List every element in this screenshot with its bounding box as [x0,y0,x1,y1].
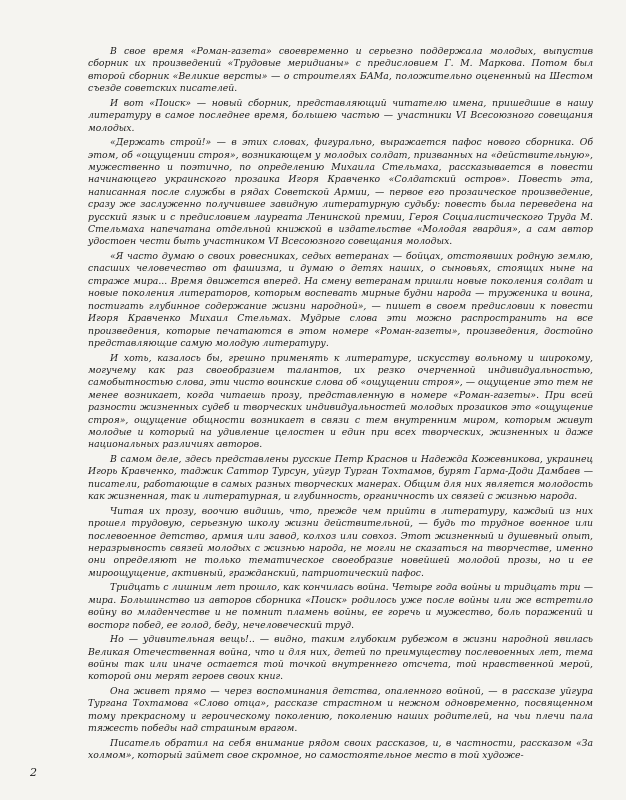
paragraph-3: «Держать строй!» — в этих словах, фигурально, выражается пафос нового сборника. Об этом, об «ощущении строя», возникающем у молодых солдат, призванных на «действительную», мужественно и поэтично, по определению Михаила Стельмаха, рассказывается в повести начинающего украинского прозаика Игоря Кравченко «Солдатский остров». Повесть эта, написанная после службы в рядах Советской Армии, — первое его прозаическое произведение, сразу же заслуженно получившее завидную литературную судьбу: повесть была переведена на русский язык и с предисловием лауреата Ленинской премии, Героя Социалистического Труда М. Стельмаха напечатана отдельной книжкой в издательстве «Молодая гвардия», а сам автор удостоен чести быть участником VI Всесоюзного совещания молодых. [88,137,593,248]
paragraph-7: Читая их прозу, воочию видишь, что, прежде чем прийти в литературу, каждый из них прошел трудовую, серьезную школу жизни действительной, — будь то трудное военное или послевоенное детство, армия или завод, колхоз или совхоз. Этот жизненный и душевный опыт, неразрывность связей молодых с жизнью народа, не могли не сказаться на творчестве, именно они определяют не только тематическое своеобразие новейшей молодой прозы, но и ее мироощущение, активный, гражданский, патриотический пафос. [88,505,593,579]
paragraph-1: В свое время «Роман-газета» своевременно и серьезно поддержала молодых, выпустив сборник их произведений «Трудовые меридианы» с предисловием Г. М. Маркова. Потом был второй сборник «Великие версты» — о строителях БАМа, положительно оцененный на Шестом съезде советских писателей. [88,46,593,95]
paragraph-10: Она живет прямо — через воспоминания детства, опаленного войной, — в рассказе уйгура Тургана Тохтамова «Слово отца», рассказе страстном и нежном одновременно, посвященном тому прекрасному и героическому поколению, поколению наших родителей, на чьи плечи пала тяжесть победы над страшным врагом. [88,686,593,735]
paragraph-8: Тридцать с лишним лет прошло, как кончилась война. Четыре года войны и тридцать три — мира. Большинство из авторов сборника «Поиск» родилось уже после войны или же встретило войну во младенчестве и не помнит пламень войны, ее горечь и мужество, боль поражений и восторг побед, ее голод, беду, нечеловеческий труд. [88,582,593,631]
paragraph-4: «Я часто думаю о своих ровесниках, седых ветеранах — бойцах, отстоявших родную землю, спасших человечество от фашизма, и думаю о детях наших, о сыновьях, стоящих ныне на страже мира... Время движется вперед. На смену ветеранам пришли новые поколения солдат и новые поколения литераторов, которым воспевать мирные будни народа — труженика и воина, постигать глубинное содержание жизни народной», — пишет в своем предисловии к повести Игоря Кравченко Михаил Стельмах. Мудрые слова эти можно распространить на все произведения, которые печатаются в этом номере «Роман-газеты», произведения, достойно представляющие самую молодую литературу. [88,251,593,349]
paragraph-9: Но — удивительная вещь!.. — видно, таким глубоким рубежом в жизни народной явилась Великая Отечественная война, что и для них, детей по преимуществу послевоенных лет, тема войны так или иначе остается той точкой внутреннего отсчета, той нравственной мерой, которой они мерят героев своих книг. [88,634,593,683]
paragraph-2: И вот «Поиск» — новый сборник, представляющий читателю имена, пришедшие в нашу литературу в самое последнее время, большею частью — участники VI Всесоюзного совещания молодых. [88,97,593,134]
paragraph-5: И хоть, казалось бы, грешно применять к литературе, искусству вольному и широкому, могучему как раз своеобразием талантов, их резко очерченной индивидуальностью, самобытностью слова, эти чисто воинские слова об «ощущении строя», — ощущение это тем не менее возникает, когда читаешь прозу, представленную в номере «Роман-газеты». При всей разности жизненных судеб и творческих индивидуальностей молодых прозаиков это «ощущение строя», ощущение общности возникает в связи с тем внутренним миром, которым живут молодые и который на удивление целостен и един при всех творческих, жизненных и даже национальных различиях авторов. [88,352,593,451]
paragraph-11: Писатель обратил на себя внимание рядом своих рассказов, и, в частности, рассказом «За холмом», который займет свое скромное, но самостоятельное место в той художе- [88,737,593,762]
paragraph-6: В самом деле, здесь представлены русские Петр Краснов и Надежда Кожевникова, украинец Игорь Кравченко, таджик Саттор Турсун, уйгур Турган Тохтамов, бурят Гарма-Доди Дамбаев — писатели, работающие в самых разных творческих манерах. Общим для них является молодость как жизненная, так и литературная, и глубинность, органичность их связей с жизнью народа. [88,453,593,503]
text-column [88,46,593,765]
page-number: 2 [30,766,37,779]
